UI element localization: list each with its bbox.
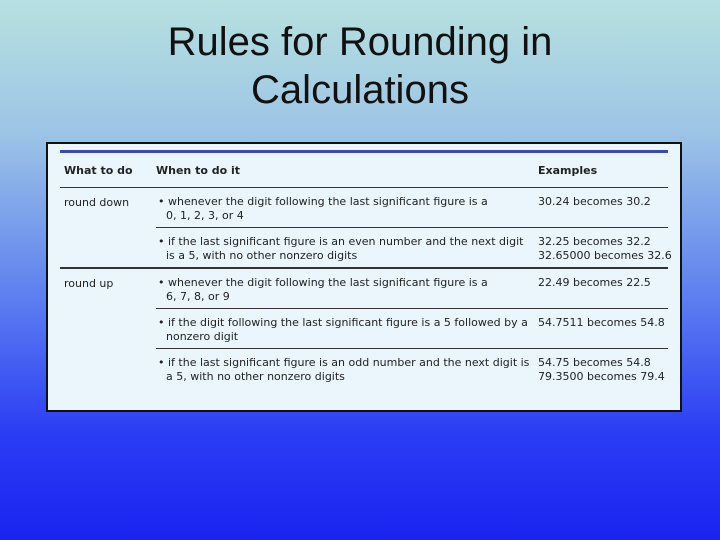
table-body [60, 150, 672, 388]
group-round-down [60, 188, 672, 269]
rule-line: • if the last significant figure is an even number and the next digit [158, 235, 524, 248]
example-line: 30.24 becomes 30.2 [538, 195, 651, 208]
table-header-row [60, 153, 668, 188]
rule-line: • whenever the digit following the last significant figure is a [158, 195, 488, 208]
example-line: 32.65000 becomes 32.6 [538, 249, 672, 262]
example-line: 22.49 becomes 22.5 [538, 276, 651, 289]
example-text [536, 235, 672, 263]
rule-line: 0, 1, 2, 3, or 4 [166, 209, 244, 222]
example-line: 54.7511 becomes 54.8 [538, 316, 665, 329]
action-label: round up [64, 277, 114, 290]
rule-line: • if the last significant figure is an odd number and the next digit is [158, 356, 530, 369]
header-when-to-do-it: When to do it [156, 163, 241, 177]
example-line: 79.3500 becomes 79.4 [538, 370, 665, 383]
group-round-up [60, 269, 668, 388]
rule-line: 6, 7, 8, or 9 [166, 290, 230, 303]
rounding-rules-table [46, 142, 682, 412]
action-label: round down [64, 196, 130, 209]
slide-title [0, 18, 720, 114]
table-row [156, 227, 672, 267]
slide-title-line-2: Calculations [251, 68, 469, 112]
header-what-to-do: What to do [64, 163, 133, 177]
rule-line: • if the digit following the last significant figure is a 5 followed by a [158, 316, 528, 329]
rule-text [156, 235, 536, 263]
header-examples: Examples [538, 163, 598, 177]
table-row [156, 308, 668, 348]
rule-line: nonzero digit [166, 330, 239, 343]
example-text [536, 276, 668, 304]
example-line: 32.25 becomes 32.2 [538, 235, 651, 248]
table-row [156, 269, 668, 308]
rule-line: a 5, with no other nonzero digits [166, 370, 345, 383]
example-text [536, 316, 668, 344]
rule-text [156, 195, 536, 223]
example-line: 54.75 becomes 54.8 [538, 356, 651, 369]
slide-title-line-1: Rules for Rounding in [167, 20, 553, 64]
rule-line: • whenever the digit following the last significant figure is a [158, 276, 488, 289]
rule-text [156, 356, 536, 384]
table-row [156, 348, 668, 388]
rule-line: is a 5, with no other nonzero digits [166, 249, 358, 262]
rule-text [156, 276, 536, 304]
rule-text [156, 316, 536, 344]
example-text [536, 195, 668, 223]
table-row [156, 188, 668, 227]
example-text [536, 356, 668, 384]
